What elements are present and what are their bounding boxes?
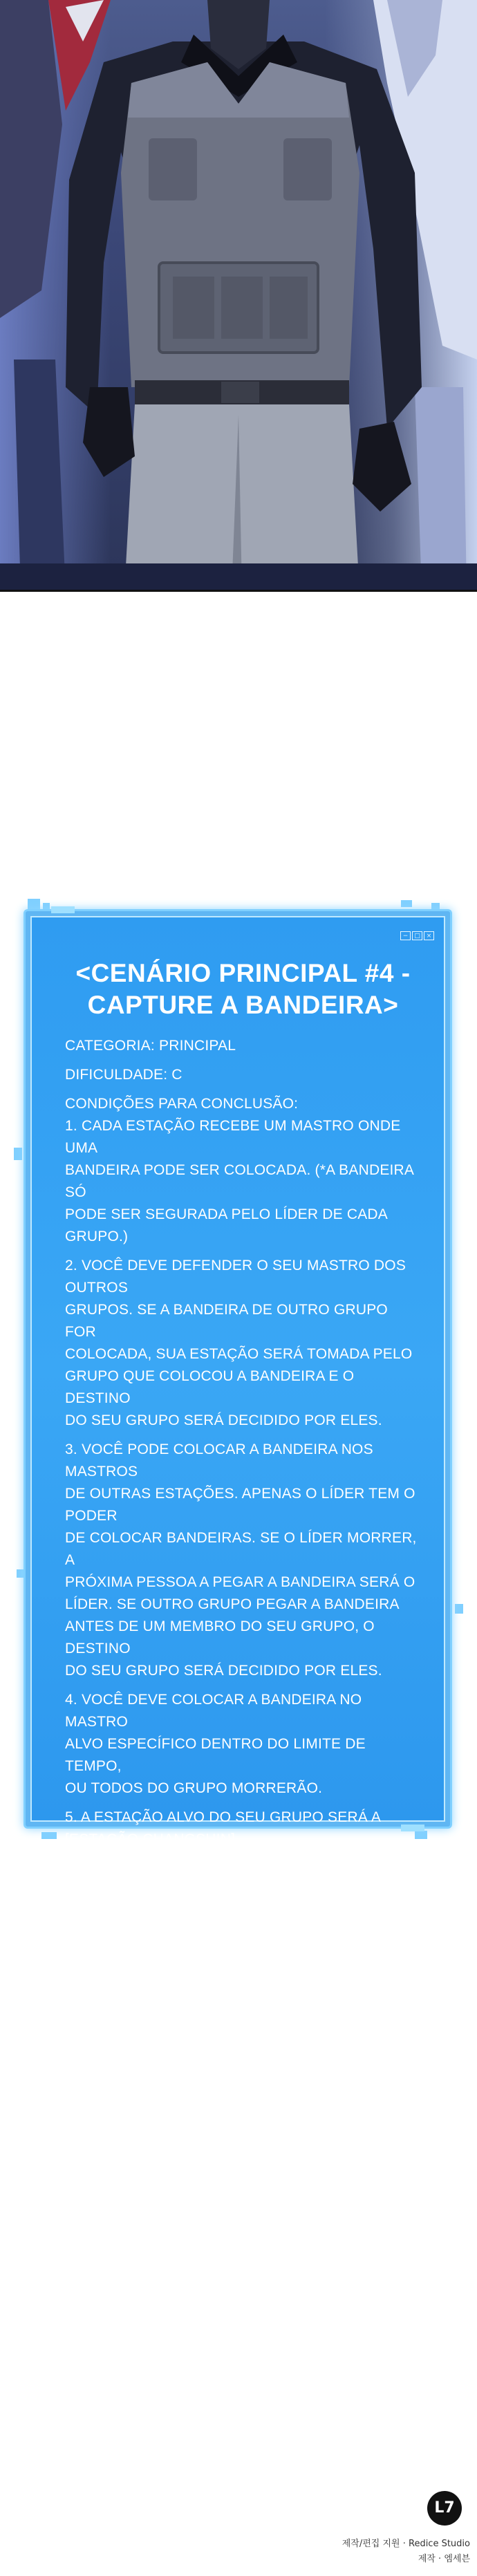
quest-rule-1 — [65, 1115, 421, 1248]
rule-line: COLOCADA, SUA ESTAÇÃO SERÁ TOMADA PELO — [65, 1346, 413, 1362]
quest-title — [65, 958, 421, 1021]
comic-art-panel — [0, 0, 477, 591]
panel-border — [0, 590, 477, 592]
rule-line: 2. VOCÊ DEVE DEFENDER O SEU MASTRO DOS OUTROS — [65, 1258, 406, 1296]
quest-title-line: <CENÁRIO PRINCIPAL #4 - — [75, 959, 411, 987]
maximize-icon[interactable]: □ — [412, 931, 422, 940]
quest-penalty: PENALIDADE POR FALHA: ??? — [65, 1919, 279, 1934]
rule-line: ANTES DE UM MEMBRO DO SEU GRUPO, O DESTINO — [65, 1618, 375, 1656]
rule-line: GRUPO QUE COLOCOU A BANDEIRA E O DESTINO — [65, 1368, 355, 1406]
quest-window — [24, 909, 452, 1934]
pixel-deco — [455, 1604, 463, 1614]
rule-line: BANDEIRA PODE SER COLOCADA. (*A BANDEIRA SÓ — [65, 1162, 413, 1200]
quest-title-line: CAPTURE A BANDEIRA> — [87, 991, 399, 1019]
quest-content — [65, 958, 421, 1938]
close-icon[interactable]: × — [424, 931, 434, 940]
quest-conditions-header: CONDIÇÕES PARA CONCLUSÃO: — [65, 1096, 299, 1112]
rule-line: DE OUTRAS ESTAÇÕES. APENAS O LÍDER TEM O PODER — [65, 1486, 415, 1524]
quest-reward: RECOMPENSA: 2000 MOEDAS — [65, 1889, 279, 1905]
quest-rule-2 — [65, 1255, 421, 1432]
quest-rule-3 — [65, 1439, 421, 1682]
art-floor-shadow — [0, 563, 477, 591]
rule-line: 3. VOCÊ PODE COLOCAR A BANDEIRA NOS MASTROS — [65, 1441, 373, 1480]
pixel-deco — [41, 1832, 57, 1839]
frame-corner-accent — [51, 906, 75, 913]
pixel-deco — [14, 1148, 22, 1160]
rule-line: LÍDER. SE OUTRO GRUPO PEGAR A BANDEIRA — [65, 1596, 400, 1612]
minimize-icon[interactable]: − — [400, 931, 411, 940]
rule-line: OU TODOS DO GRUPO MORRERÃO. — [65, 1780, 323, 1796]
rule-line: GRUPOS. SE A BANDEIRA DE OUTRO GRUPO FOR — [65, 1302, 388, 1340]
rule-line: DO SEU GRUPO SERÁ DECIDIDO POR ELES. — [65, 1663, 382, 1679]
quest-rule-5 — [65, 1807, 421, 1851]
credit-line: 제작 · 엠세븐 — [418, 2554, 470, 2564]
rule-line: DE COLOCAR BANDEIRAS. SE O LÍDER MORRER, A — [65, 1530, 417, 1568]
quest-difficulty: DIFICULDADE: C — [65, 1067, 183, 1083]
quest-rule-4 — [65, 1689, 421, 1800]
character-illustration — [0, 0, 477, 591]
rule-line: 5. A ESTAÇÃO ALVO DO SEU GRUPO SERÁ A — [65, 1809, 382, 1825]
window-controls — [400, 931, 434, 940]
rule-line: PRÓXIMA PESSOA A PEGAR A BANDEIRA SERÁ O — [65, 1574, 415, 1590]
rule-line: ALVO ESPECÍFICO DENTRO DO LIMITE DE TEMPO, — [65, 1736, 366, 1774]
rule-line: PODE SER SEGURADA PELO LÍDER DE CADA GRUPO.) — [65, 1206, 387, 1244]
quest-category: CATEGORIA: PRINCIPAL — [65, 1038, 236, 1054]
rule-line: 4. VOCÊ DEVE COLOCAR A BANDEIRA NO MASTRO — [65, 1692, 362, 1730]
studio-logo: L7 — [427, 2491, 462, 2526]
rule-line: [ESTAÇÃO CHANGSHIN]. — [65, 1831, 240, 1847]
credit-line: 제작/편집 지원 · Redice Studio — [342, 2539, 470, 2549]
rule-line: DO SEU GRUPO SERÁ DECIDIDO POR ELES. — [65, 1412, 382, 1428]
pixel-deco — [401, 900, 412, 907]
rule-line: 1. CADA ESTAÇÃO RECEBE UM MASTRO ONDE UMA — [65, 1118, 401, 1156]
quest-time-limit: LIMITE DE TEMPO: 12 DIAS — [65, 1860, 257, 1876]
